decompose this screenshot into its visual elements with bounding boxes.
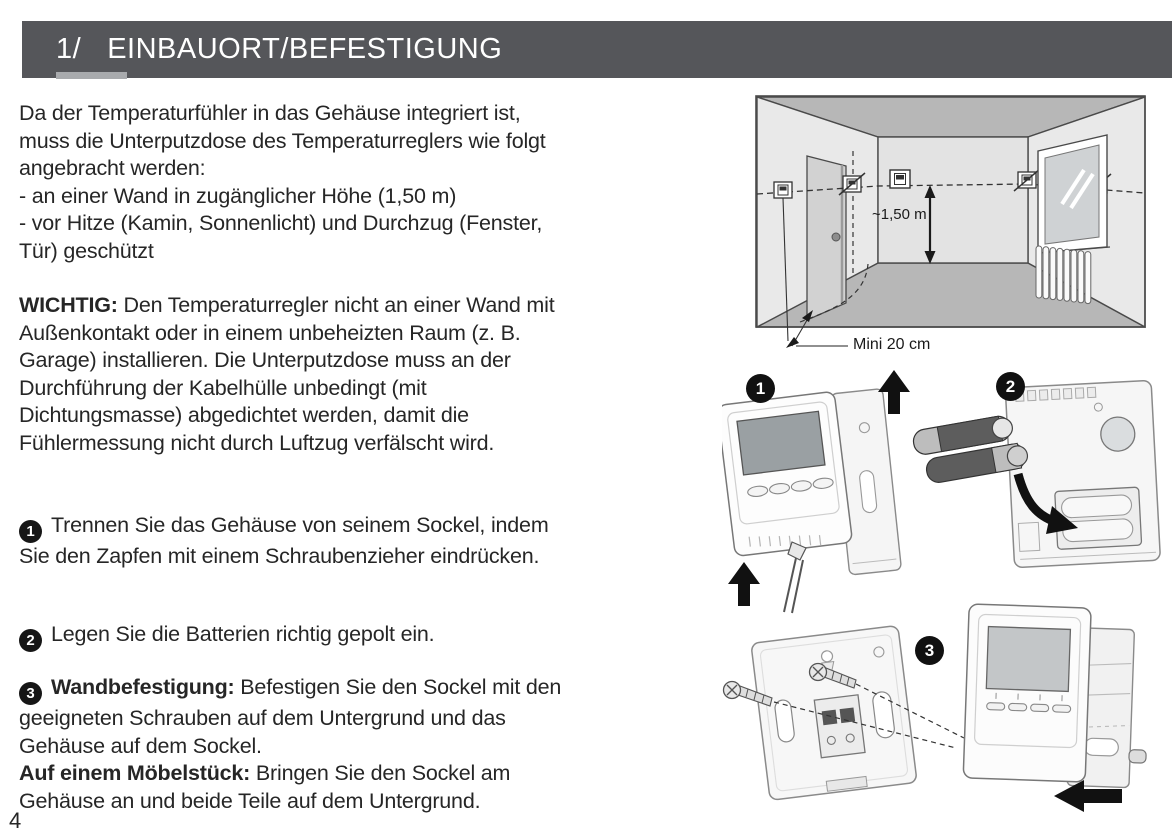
battery-compartment bbox=[1055, 487, 1142, 549]
distance-label: Mini 20 cm bbox=[853, 336, 931, 353]
device-back bbox=[1005, 380, 1160, 567]
thermostat-icon-center bbox=[890, 170, 910, 188]
step-3-badge: 3 bbox=[19, 682, 42, 705]
figure-2-badge: 2 bbox=[996, 372, 1025, 401]
window bbox=[1038, 135, 1110, 253]
step-2-badge: 2 bbox=[19, 629, 42, 652]
device-assembly bbox=[963, 604, 1151, 788]
intro-text: Da der Temperaturfühler in das Gehäuse integriert ist, muss die Unterputzdose des Temperaturreglers wie folgt angebracht werden: bbox=[19, 101, 546, 180]
step-3-text-1: Befestigen Sie den Sockel mit den geeigneten Schrauben auf dem Untergrund und das Gehäuse auf dem Sockel. bbox=[19, 675, 562, 758]
step-2-text: Legen Sie die Batterien richtig gepolt ein. bbox=[51, 622, 435, 646]
figure-step1 bbox=[722, 366, 917, 614]
step-3 bbox=[19, 674, 575, 815]
terminal-block bbox=[814, 695, 865, 758]
figure-1-badge: 1 bbox=[746, 374, 775, 403]
section-title: EINBAUORT/BEFESTIGUNG bbox=[107, 33, 503, 65]
thermostat-icon-left bbox=[774, 182, 792, 198]
device-front bbox=[722, 391, 853, 556]
room-diagram bbox=[750, 94, 1152, 366]
device-display-2 bbox=[986, 627, 1070, 692]
step-1-text: Trennen Sie das Gehäuse von seinem Sockel, indem Sie den Zapfen mit einem Schraubenzieher eindrücken. bbox=[19, 513, 549, 569]
mounting-plate bbox=[751, 625, 917, 800]
sockel-knob bbox=[1129, 750, 1146, 764]
step-2 bbox=[19, 621, 575, 652]
door-knob bbox=[832, 233, 840, 241]
section-header bbox=[22, 21, 1172, 78]
step-1 bbox=[19, 512, 575, 571]
page-number: 4 bbox=[9, 808, 22, 833]
device-front-assembled bbox=[963, 604, 1091, 782]
door bbox=[807, 156, 846, 320]
height-label: ~1,50 m bbox=[872, 206, 927, 223]
step-1-badge: 1 bbox=[19, 520, 42, 543]
thermostat-icon-window-crossed bbox=[1014, 169, 1040, 191]
intro-paragraph bbox=[19, 100, 575, 265]
intro-bullet-2: - vor Hitze (Kamin, Sonnenlicht) und Durchzug (Fenster, Tür) geschützt bbox=[19, 211, 543, 263]
step-3-text-2: Bringen Sie den Sockel am Gehäuse an und beide Teile auf dem Untergrund. bbox=[19, 761, 511, 813]
figure-room bbox=[750, 94, 1152, 366]
figure-3-badge: 3 bbox=[915, 636, 944, 665]
device-display bbox=[737, 411, 825, 475]
section-number: 1/ bbox=[56, 33, 82, 65]
important-label: WICHTIG: bbox=[19, 293, 118, 317]
step-3-bold-1: Wandbefestigung: bbox=[51, 675, 235, 699]
header-accent-tab bbox=[56, 72, 127, 79]
thermostat-icon-near-door-crossed bbox=[839, 173, 865, 195]
step-3-bold-2: Auf einem Möbelstück: bbox=[19, 761, 251, 786]
important-paragraph bbox=[19, 292, 575, 457]
figure-step2 bbox=[908, 372, 1166, 584]
important-text: Den Temperaturregler nicht an einer Wand mit Außenkontakt oder in einem unbeheizten Raum (z. B. Garage) installieren. Die Unterputzdose muss an der Durchführung der Kabelhülle unbedingt (mit Dichtungsmasse) abgedichtet werden, damit die Fühlermessung nicht durch Luftzug verfälscht wird. bbox=[19, 293, 555, 455]
intro-bullet-1: - an einer Wand in zugänglicher Höhe (1,50 m) bbox=[19, 183, 457, 208]
figure-step3 bbox=[718, 598, 1170, 830]
